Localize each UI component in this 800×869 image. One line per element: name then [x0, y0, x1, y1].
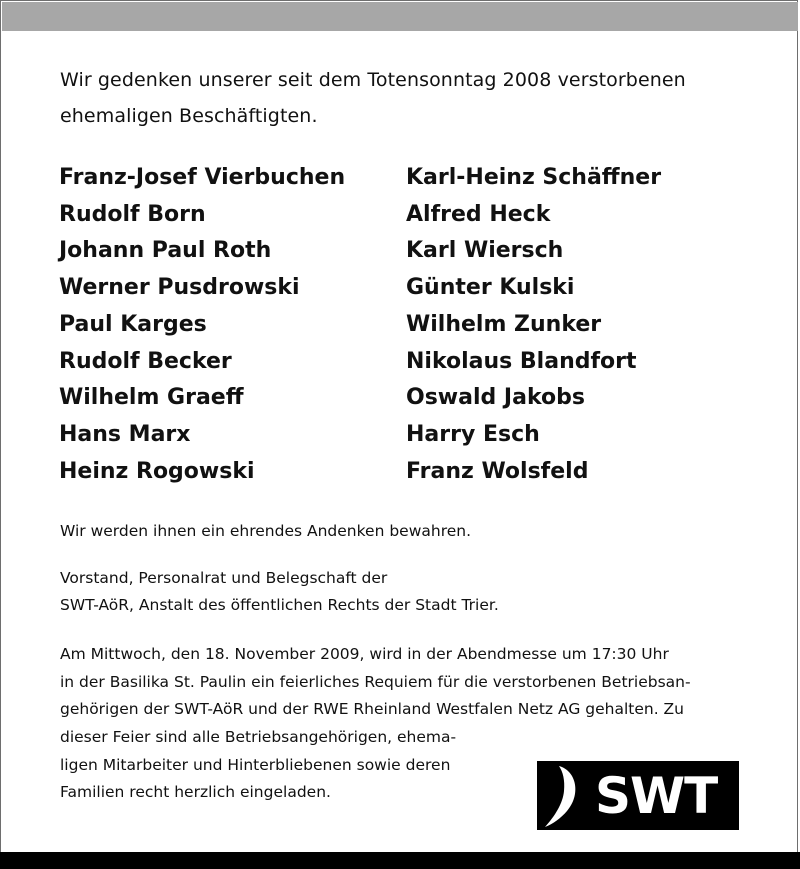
- name-item: Nikolaus Blandfort: [406, 348, 637, 374]
- intro-line-2: ehemaligen Beschäftigten.: [60, 105, 318, 127]
- announcement-line: Am Mittwoch, den 18. November 2009, wird in der Abendmesse um 17:30 Uhr: [60, 645, 669, 663]
- name-item: Karl-Heinz Schäffner: [406, 165, 662, 190]
- name-item: Günter Kulski: [406, 275, 575, 301]
- name-item: Hans Marx: [59, 421, 191, 447]
- announcement-text-continued: [60, 724, 500, 807]
- names-list-left: [59, 160, 345, 490]
- name-item: Wilhelm Graeff: [59, 385, 244, 411]
- swt-logo: [537, 761, 739, 830]
- signature-line-1: Vorstand, Personalrat und Belegschaft der: [60, 569, 388, 587]
- intro-line-1: Wir gedenken unserer seit dem Totensonntag 2008 verstorbenen: [60, 69, 686, 91]
- name-item: Franz-Josef Vierbuchen: [59, 165, 346, 190]
- name-item: Paul Karges: [59, 311, 207, 337]
- names-list-right: [406, 160, 661, 490]
- name-item: Karl Wiersch: [406, 238, 564, 264]
- announcement-line: gehörigen der SWT-AöR und der RWE Rheinland Westfalen Netz AG gehalten. Zu: [60, 700, 684, 718]
- name-item: Heinz Rogowski: [59, 458, 255, 484]
- name-item: Rudolf Becker: [59, 348, 232, 374]
- name-item: Oswald Jakobs: [406, 385, 585, 411]
- name-item: Wilhelm Zunker: [406, 311, 602, 337]
- signature-block: [60, 565, 499, 619]
- name-item: Alfred Heck: [406, 201, 551, 227]
- name-item: Werner Pusdrowski: [59, 275, 300, 301]
- name-item: Harry Esch: [406, 421, 540, 447]
- announcement-line: ligen Mitarbeiter und Hinterbliebenen sowie deren: [60, 755, 451, 774]
- logo-text: SWT: [595, 767, 718, 825]
- name-item: Franz Wolsfeld: [406, 458, 589, 484]
- announcement-line: in der Basilika St. Paulin ein feierliches Requiem für die verstorbenen Betriebsan-: [60, 672, 691, 691]
- announcement-line: dieser Feier sind alle Betriebsangehörigen, ehema-: [60, 728, 457, 746]
- announcement-line: Familien recht herzlich eingeladen.: [60, 783, 331, 801]
- announcement-text: [60, 641, 750, 724]
- intro-text: [60, 62, 760, 134]
- top-bar: [2, 2, 798, 31]
- name-item: Johann Paul Roth: [59, 238, 272, 264]
- bottom-bar: [0, 852, 800, 869]
- name-item: Rudolf Born: [59, 201, 206, 227]
- signature-line-2: SWT-AöR, Anstalt des öffentlichen Rechts der Stadt Trier.: [60, 596, 499, 614]
- closing-text: Wir werden ihnen ein ehrendes Andenken bewahren.: [60, 522, 472, 540]
